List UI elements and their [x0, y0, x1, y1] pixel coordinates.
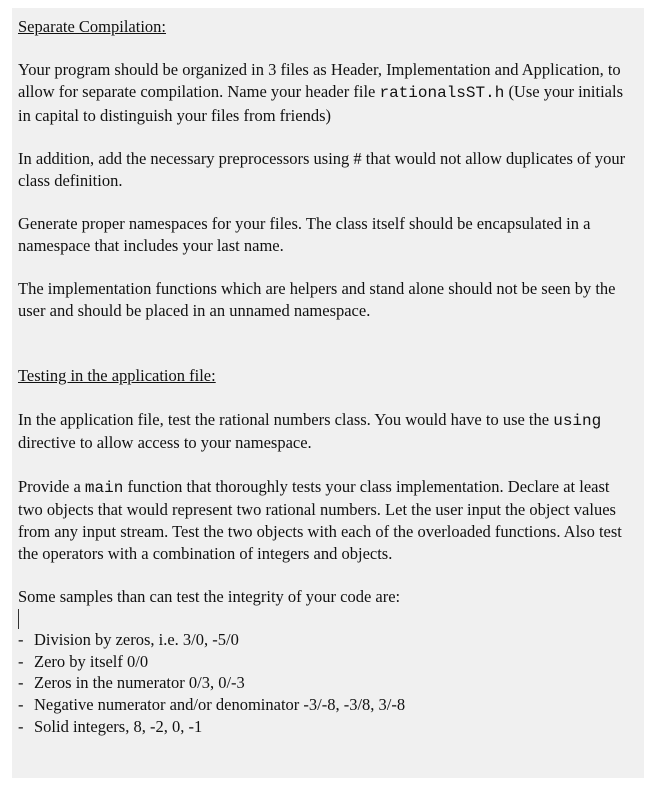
list-dash: -: [18, 673, 24, 693]
separate-paragraph-files-text-1: Your program should be organized in 3 files as Header, Implementation and Application, to allow for separate compilation. Name your header file: [18, 60, 621, 102]
list-dash: -: [18, 651, 24, 671]
list-item: [18, 694, 638, 716]
separate-paragraph-namespaces: Generate proper namespaces for your files. The class itself should be encapsulated in a namespace that includes your last name.: [18, 214, 591, 255]
list-item: [18, 629, 638, 651]
main-keyword-code: main: [84, 478, 124, 497]
testing-paragraph-using-text-2: directive to allow access to your namespace.: [18, 433, 312, 453]
list-item-text: Solid integers, 8, -2, 0, -1: [34, 716, 203, 736]
testing-paragraph-using-text-1: In the application file, test the rational numbers class. You would have to use the: [18, 409, 554, 429]
list-dash: -: [18, 629, 24, 649]
header-file-name-code: rationalsST.h: [379, 84, 505, 103]
list-dash: -: [18, 716, 24, 736]
separate-compilation-heading: Separate Compilation:: [18, 17, 167, 36]
separate-paragraph-files: [18, 59, 638, 126]
list-item: [18, 651, 638, 673]
testing-heading: Testing in the application file:: [18, 366, 216, 386]
list-dash: -: [18, 694, 24, 714]
list-item-text: Zero by itself 0/0: [34, 651, 149, 671]
using-keyword-code: using: [553, 411, 602, 430]
list-item-text: Division by zeros, i.e. 3/0, -5/0: [34, 629, 239, 649]
document-page: [12, 8, 644, 778]
separate-paragraph-preprocessors: In addition, add the necessary preprocessors using # that would not allow duplicates of your class definition.: [18, 149, 626, 190]
list-item-text: Negative numerator and/or denominator -3/-8, -3/8, 3/-8: [34, 694, 406, 714]
testing-paragraph-samples-intro: Some samples than can test the integrity of your code are:: [18, 587, 401, 607]
separate-paragraph-unnamed-namespace: The implementation functions which are helpers and stand alone should not be seen by the user and should be placed in an unnamed namespace.: [18, 279, 616, 321]
samples-list: [18, 629, 638, 738]
list-item: [18, 716, 638, 738]
testing-paragraph-main: [18, 476, 638, 565]
testing-paragraph-main-text-2: function that thoroughly tests your class implementation. Declare at least two objects that would represent two rational numbers. Let the user input the object values from any input stream. Test the two objects with each of the overloaded functions. Also test the operators with a combination of integers and objects.: [18, 476, 622, 563]
text-cursor: [18, 609, 19, 629]
list-item-text: Zeros in the numerator 0/3, 0/-3: [34, 673, 245, 693]
testing-paragraph-main-text-1: Provide a: [18, 476, 85, 496]
testing-paragraph-using: [18, 409, 638, 454]
list-item: [18, 672, 638, 694]
document-content: [18, 16, 638, 737]
separate-paragraph-files-text-2: (Use your initials in capital to distinguish your files from friends): [18, 82, 624, 125]
